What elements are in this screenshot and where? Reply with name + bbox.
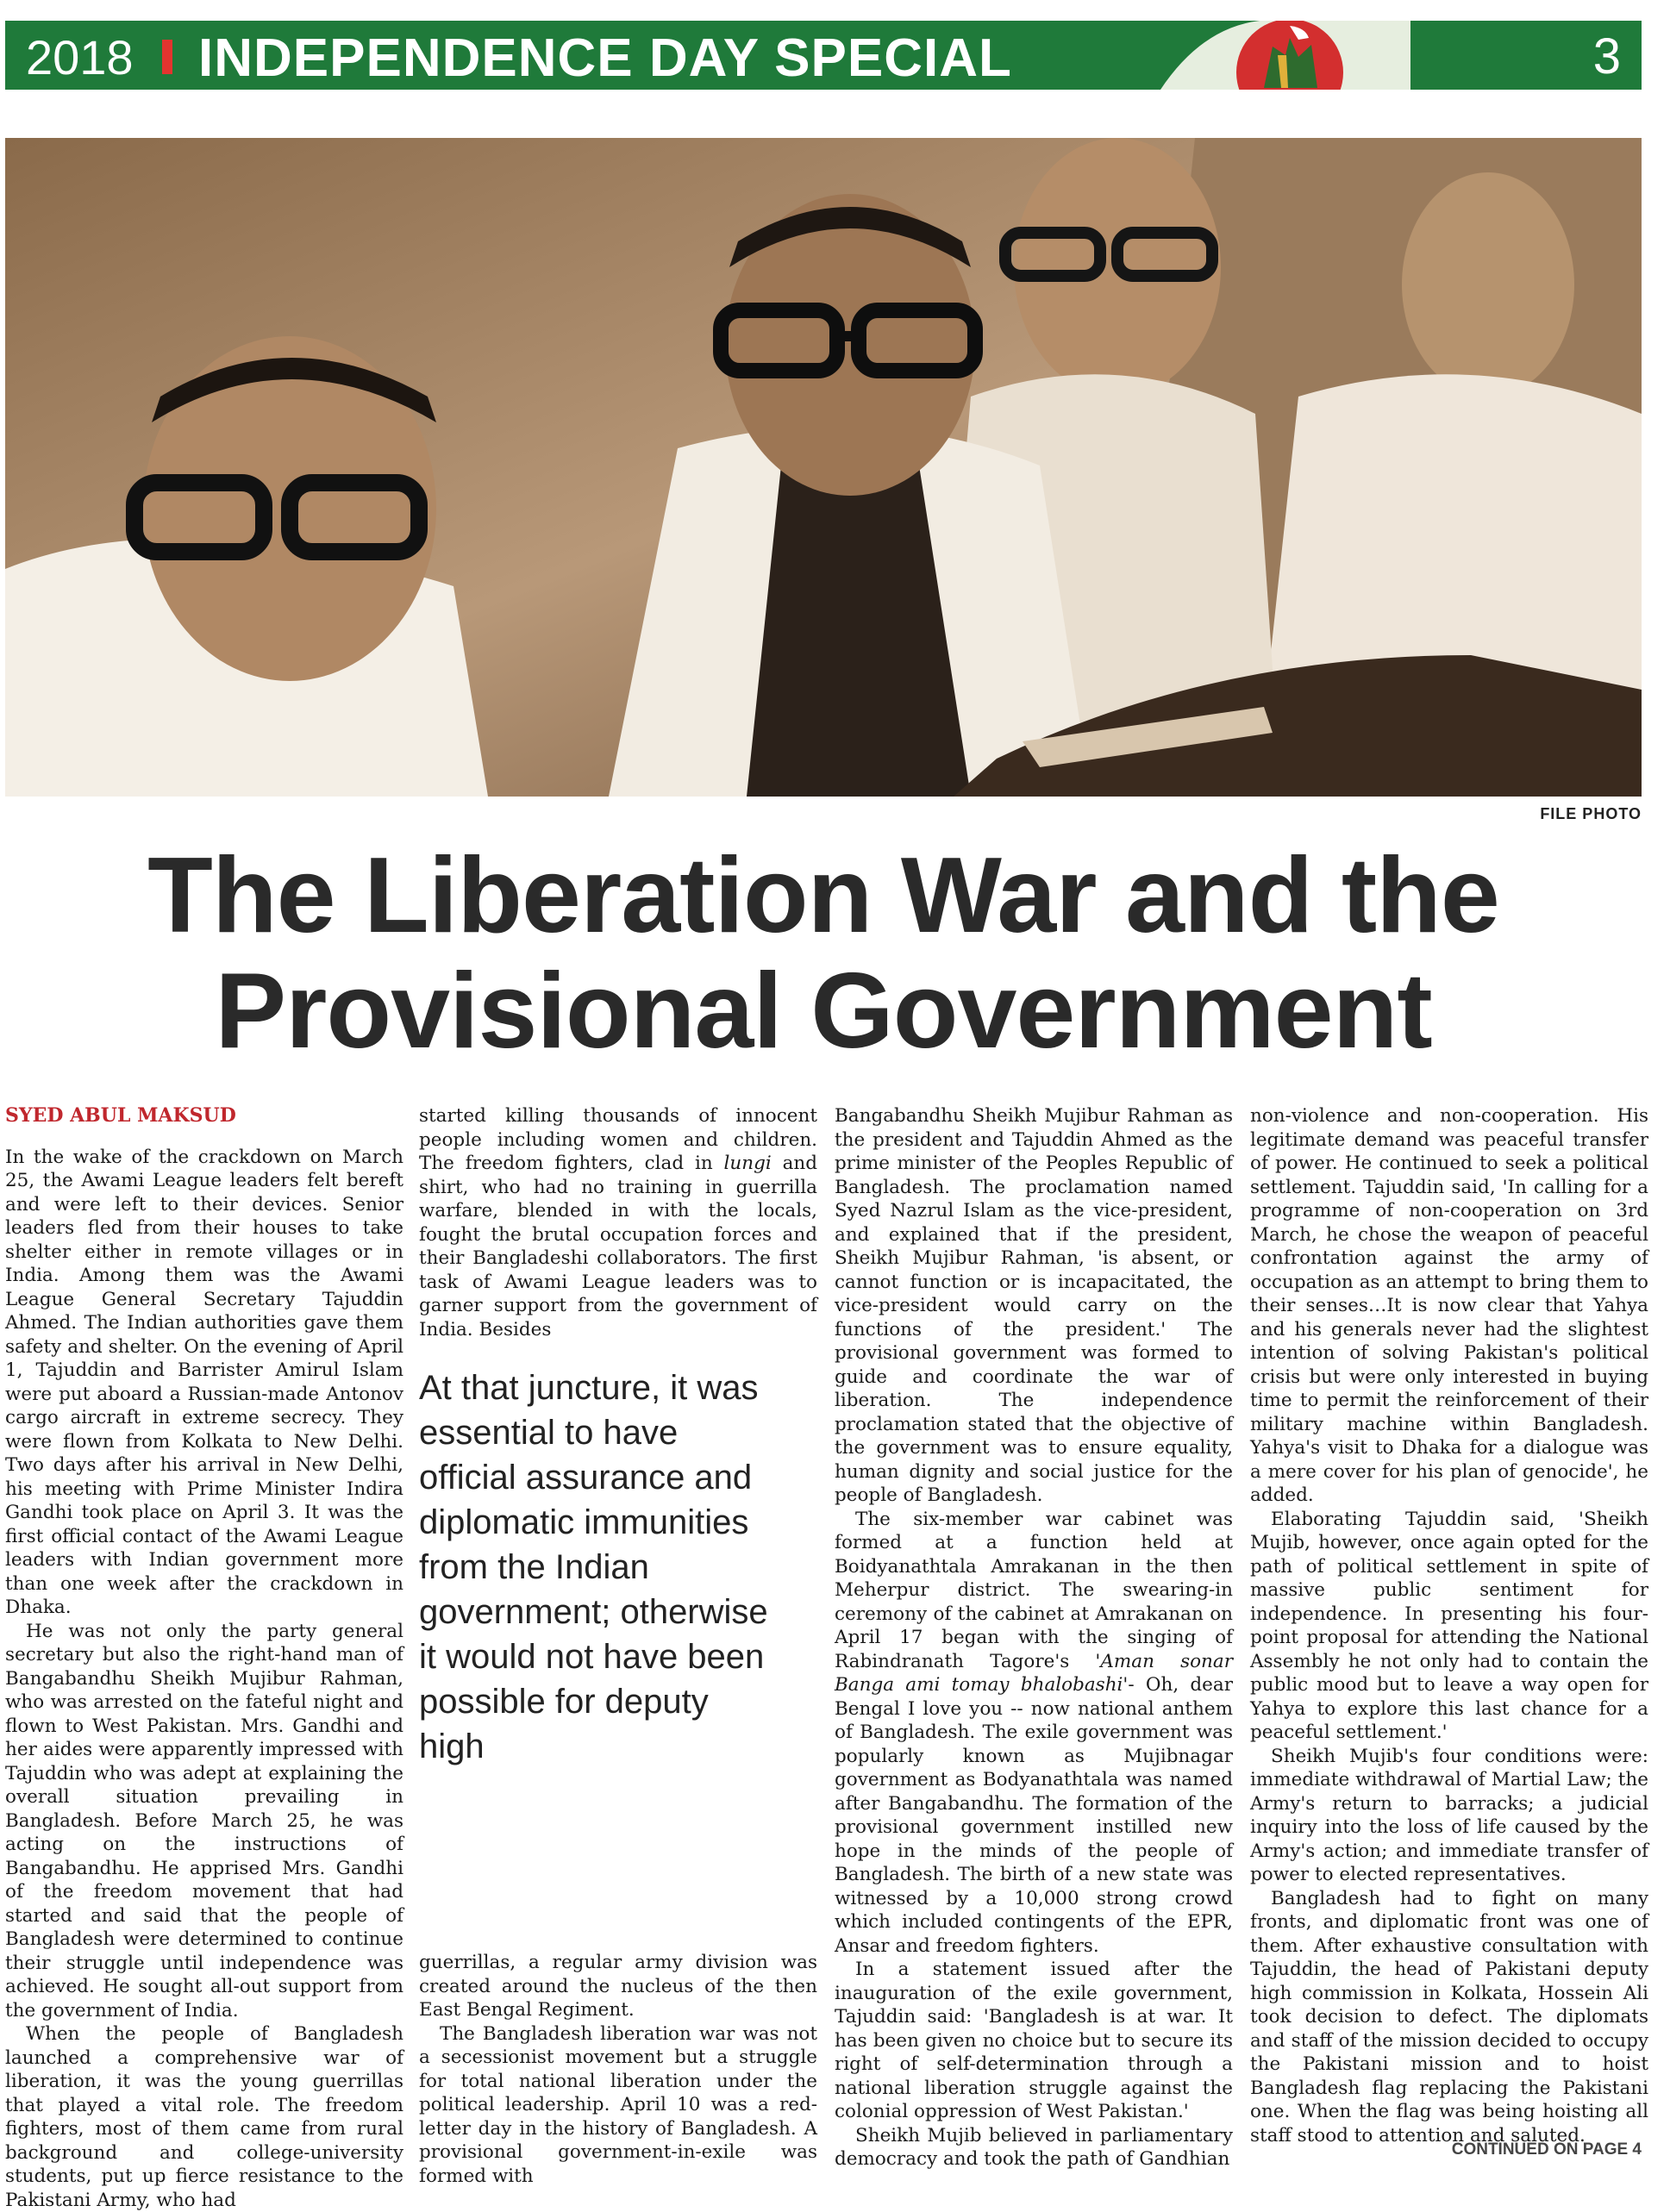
text-run: started killing thousands of innocent people including women and children. The freedom fighters, clad in [419, 1105, 817, 1174]
bangladesh-flag-emblem-icon [1160, 21, 1410, 90]
paragraph: Bangladesh had to fight on many fronts, and diplomatic front was one of them. After exhaustive consultation with Tajuddin, the head of Pakistani deputy high commission in Kolkata, Hossein Ali took decision to defect. The diplomats and staff of the mission decided to occupy the Pakistani mission and to hoist Bangladesh flag replacing the Pakistani one. When the flag was being hoisting all staff stood to attention and saluted. [1250, 1887, 1648, 2146]
continued-on-page[interactable]: CONTINUED ON PAGE 4 [1451, 2140, 1642, 2159]
paragraph: The Bangladesh liberation war was not a secessionist movement but a struggle for total national liberation under the political leadership. April 10 was a red-letter day in the history of Bangladesh. A provisional government-in-exile was formed with [419, 2022, 817, 2187]
article-headline [0, 838, 1647, 1069]
pull-quote: At that juncture, it was essential to have official assurance and diplomatic immunities from the Indian government; otherwise it would not have been possible for deputy high [419, 1369, 768, 1765]
banner-title: INDEPENDENCE DAY SPECIAL [198, 28, 1012, 88]
paragraph: In the wake of the crackdown on March 25, the Awami League leaders felt bereft and were left to their devices. Senior leaders fled from their houses to take shelter either in remote villages or in India. Among them was the Awami League General Secretary Tajuddin Ahmed. The Indian authorities gave them safety and shelter. On the evening of April 1, Tajuddin and Barrister Amirul Islam were put aboard a Russian-made Antonov cargo aircraft in extreme secrecy. They were flown from Kolkata to New Delhi. Two days after his arrival in New Delhi, his meeting with Prime Minister Indira Gandhi took place on April 3. It was the first official contact of the Awami League leaders with Indian government more than one week after the crackdown in Dhaka. [5, 1146, 403, 1618]
paragraph [835, 1508, 1233, 1959]
paragraph: Bangabandhu Sheikh Mujibur Rahman as the president and Tajuddin Ahmed as the prime minister of the Peoples Republic of Bangladesh. The proclamation named Syed Nazrul Islam as the vice-president, and explained that if the president, Sheikh Mujibur Rahman, 'is absent, or cannot function or is incapacitated, the vice-president would carry on the functions of the president.' The provisional government was formed to guide and coordinate the war of liberation. The independence proclamation stated that the objective of the government was to ensure equality, human dignity and social justice for the people of Bangladesh. [835, 1105, 1233, 1506]
headline-line-2: Provisional Government [215, 952, 1432, 1071]
article-column-1 [5, 1104, 403, 2212]
banner-year: 2018 [26, 30, 134, 84]
headline-line-1: The Liberation War and the [147, 836, 1499, 955]
text-run: '- Oh, dear Bengal I love you -- now national anthem of Bangladesh. The exile government was popularly known as Mujibnagar government as Bodyanathtala was named after Bangabandhu. The formation of the provisional government instilled new hope in the minds of the people of Bangladesh. The birth of a new state was witnessed by a 10,000 strong crowd which included contingents of the EPR, Ansar and freedom fighters. [835, 1674, 1233, 1957]
article-column-3 [835, 1104, 1233, 2171]
section-banner [5, 21, 1642, 90]
paragraph: He was not only the party general secretary but also the right-hand man of Bangabandhu Sheikh Mujibur Rahman, who was arrested on the fateful night and flown to West Pakistan. Mrs. Gandhi and her aides were apparently impressed with Tajuddin who was adept at explaining the overall situation prevailing in Bangladesh. Before March 25, he was acting on the instructions of Bangabandhu. He apprised Mrs. Gandhi of the freedom movement that had started and said that the people of Bangladesh were determined to continue their struggle until independence was achieved. He sought all-out support from the government of India. [5, 1620, 403, 2021]
page-number: 3 [1592, 28, 1621, 84]
paragraph: In a statement issued after the inauguration of the exile government, Tajuddin said: 'Bangladesh is at war. It has been given no choice but to secure its right of self-determination through a national liberation struggle against the colonial oppression of West Pakistan.' [835, 1959, 1233, 2122]
text-run: and shirt, who had no training in guerrilla warfare, blended in with the locals, fought the brutal occupation forces and their Bangladeshi collaborators. The first task of Awami League leaders was to garner support from the government of India. Besides [419, 1153, 817, 1340]
italic-text: lungi [723, 1153, 772, 1174]
paragraph: Sheikh Mujib believed in parliamentary democracy and took the path of Gandhian [835, 2124, 1233, 2170]
banner-divider [162, 40, 172, 74]
paragraph [419, 1104, 817, 1341]
paragraph: Elaborating Tajuddin said, 'Sheikh Mujib, however, once again opted for the path of political settlement in spite of massive public sentiment for independence. In presenting his four-point proposal for attending the National Assembly he not only had to contain the public mood but to leave a way open for Yahya to explore this last chance for a peaceful settlement.' [1250, 1508, 1648, 1743]
author-byline: SYED ABUL MAKSUD [5, 1104, 236, 1127]
paragraph: Sheikh Mujib's four conditions were: immediate withdrawal of Martial Law; the Army's return to barracks; a judicial inquiry into the loss of life caused by the Army's action; and immediate transfer of power to elected representatives. [1250, 1745, 1648, 1885]
paragraph: When the people of Bangladesh launched a comprehensive war of liberation, it was the young guerrillas that played a vital role. The freedom fighters, most of them came from rural background and college-university students, put up fierce resistance to the Pakistani Army, who had [5, 2023, 403, 2211]
article-column-2-top [419, 1104, 817, 1341]
article-column-4 [1250, 1104, 1648, 2147]
archival-photo [5, 138, 1642, 797]
photo-credit: FILE PHOTO [1540, 805, 1642, 822]
article-column-2-bottom [419, 1951, 817, 2188]
italic-text: Aman sonar Banga ami tomay bhalobashi [835, 1650, 1233, 1696]
paragraph: non-violence and non-cooperation. His legitimate demand was peaceful transfer of power. He continued to seek a political settlement. Tajuddin said, 'In calling for a programme of non-cooperation on 3rd March, he chose the weapon of peaceful confrontation against the army of occupation as an attempt to bring them to their senses…It is now clear that Yahya and his generals never had the slightest intention of solving Pakistan's political crisis but were only interested in buying time to permit the reinforcement of their military machine within Bangladesh. Yahya's visit to Dhaka for a dialogue was a mere cover for his plan of genocide', he added. [1250, 1105, 1648, 1506]
text-run: The six-member war cabinet was formed at a function held at Boidyanathtala Amrakanan in the then Meherpur district. The swearing-in ceremony of the cabinet at Amrakanan on April 17 began with the singing of Rabindranath Tagore's ' [835, 1508, 1233, 1672]
paragraph: guerrillas, a regular army division was created around the nucleus of the then East Bengal Regiment. [419, 1952, 817, 2021]
photo-graphic [5, 138, 1642, 797]
